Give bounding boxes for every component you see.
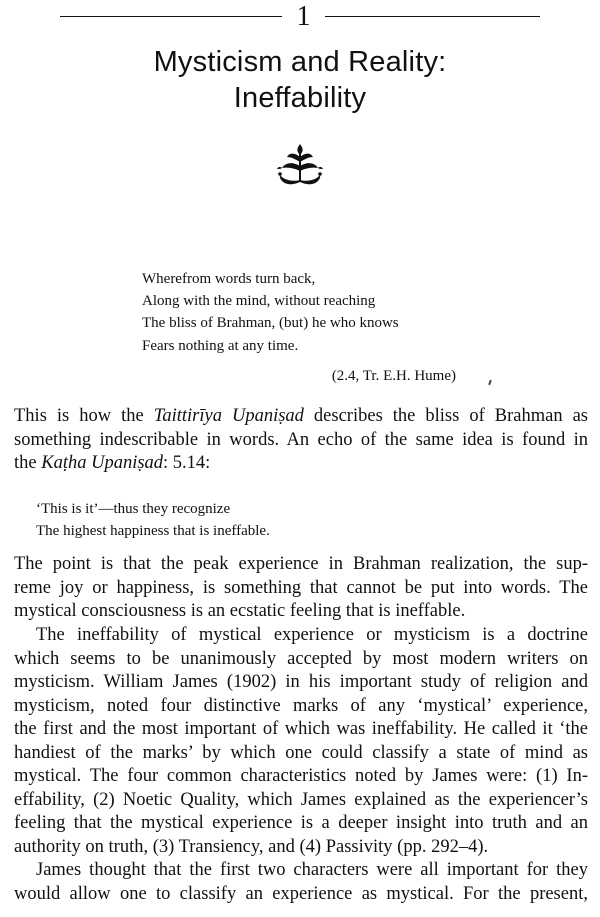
paragraph-1-line-2: something indescribable in words. An echo of the same idea is found in bbox=[14, 429, 588, 450]
paragraph-1-line-3 bbox=[14, 452, 588, 476]
chapter-number: 1 bbox=[296, 1, 311, 32]
print-speck bbox=[488, 380, 492, 385]
paragraph-3-line-1: The ineffability of mystical experience or mysticism is a doctrine bbox=[36, 625, 588, 645]
paragraph-3 bbox=[14, 624, 588, 859]
epigraph bbox=[142, 268, 482, 357]
paragraph-3-line-10: authority on truth, (3) Transiency, and (4) Passivity (pp. 292–4). bbox=[14, 836, 489, 857]
paragraph-3-line-7: mystical. The four common characteristics noted by James were: (1) In- bbox=[14, 766, 588, 786]
paragraph-3-line-4: mysticism, noted four distinctive marks of any ‘mystical’ experience, bbox=[14, 695, 588, 716]
paragraph-1 bbox=[14, 405, 588, 476]
paragraph-3-line-8: effability, (2) Noetic Quality, which James explained as the experiencer’s bbox=[14, 789, 588, 810]
text-title-italic: Taittirīya Upaniṣad bbox=[153, 406, 304, 426]
paragraph-4 bbox=[14, 859, 588, 906]
text-span: This is how the bbox=[14, 406, 154, 426]
paragraph-2-line-2: reme joy or happiness, is something that cannot be put into words. The bbox=[14, 577, 588, 598]
paragraph-4-line-2: would allow one to classify an experience as mystical. For the present, bbox=[14, 883, 588, 904]
paragraph-2 bbox=[14, 553, 588, 624]
epigraph-line-1: Wherefrom words turn back, bbox=[142, 271, 316, 287]
chapter-rule-left bbox=[60, 16, 282, 17]
epigraph-line-4: Fears nothing at any time. bbox=[142, 337, 299, 354]
paragraph-3-line-3: mysticism. William James (1902) in his important study of religion and bbox=[14, 672, 588, 692]
block-quote-line-1: ‘This is it’—thus they recognize bbox=[36, 501, 231, 517]
text-span: the bbox=[14, 453, 42, 473]
paragraph-4-line-1: James thought that the first two characters were all important for they bbox=[36, 860, 588, 880]
text-span: : 5.14: bbox=[163, 453, 211, 473]
chapter-rule-right bbox=[325, 16, 540, 17]
floral-ornament-icon bbox=[270, 142, 330, 192]
block-quote bbox=[36, 498, 270, 542]
paragraph-2-line-3: mystical consciousness is an ecstatic feeling that is ineffable. bbox=[14, 601, 466, 621]
text-title-italic: Kaṭha Upaniṣad bbox=[41, 453, 164, 473]
paragraph-3-line-9: feeling that the mystical experience is a deeper insight into truth and an bbox=[14, 813, 588, 833]
chapter-title-line-1: Mysticism and Reality: bbox=[153, 46, 447, 78]
text-span: describes the bliss of Brahman as bbox=[303, 406, 588, 426]
paragraph-2-line-1: The point is that the peak experience in Brahman realization, the sup- bbox=[14, 554, 588, 574]
chapter-title bbox=[60, 44, 540, 116]
block-quote-line-2: The highest happiness that is ineffable. bbox=[36, 523, 270, 539]
paragraph-3-line-6: handiest of the marks’ by which one could classify a state of mind as bbox=[14, 742, 588, 763]
paragraph-3-line-5: the first and the most important of which was ineffability. He called it ‘the bbox=[14, 719, 588, 739]
epigraph-line-2: Along with the mind, without reaching bbox=[142, 293, 376, 310]
paragraph-3-line-2: which seems to be unanimously accepted by most modern writers on bbox=[14, 648, 588, 669]
epigraph-line-3: The bliss of Brahman, (but) he who knows bbox=[142, 315, 399, 332]
paragraph-1-line-1 bbox=[14, 405, 588, 429]
chapter-title-line-2: Ineffability bbox=[233, 82, 367, 114]
epigraph-source: (2.4, Tr. E.H. Hume) bbox=[331, 368, 456, 384]
